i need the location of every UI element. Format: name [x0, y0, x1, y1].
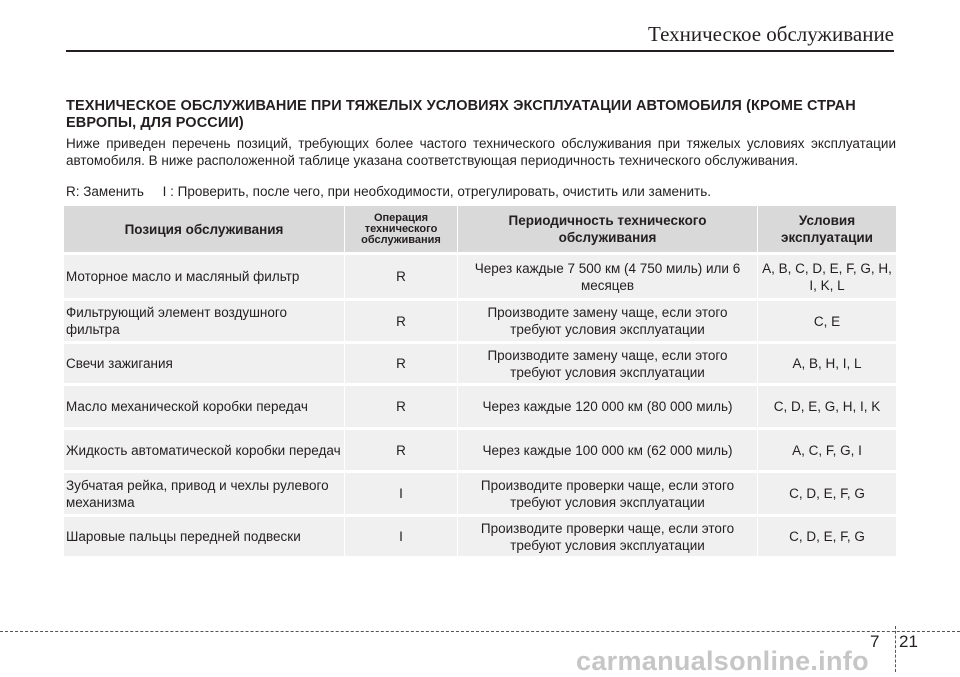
row-operation: R — [345, 430, 458, 473]
row-item: Шаровые пальцы передней подвески — [64, 517, 345, 559]
page-number: 21 — [899, 632, 918, 651]
header-interval: Периодичность технического обслуживания — [458, 206, 758, 255]
row-conditions: C, E — [758, 301, 896, 344]
row-operation: R — [345, 301, 458, 344]
row-conditions: A, B, C, D, E, F, G, H, I, K, L — [758, 255, 896, 301]
table-row — [64, 430, 896, 473]
table-row — [64, 301, 896, 344]
row-item: Зубчатая рейка, привод и чехлы рулевого механизма — [64, 473, 345, 517]
row-operation: I — [345, 473, 458, 517]
row-conditions: A, B, H, I, L — [758, 344, 896, 386]
intro-paragraph: Ниже приведен перечень позиций, требующих более частого технического обслуживания при тяжелых условиях эксплуатации автомобиля. В ниже расположенной таблице указана соответствующая периодичность технического обслуживания. — [66, 136, 896, 168]
table-row — [64, 255, 896, 301]
row-interval: Через каждые 100 000 км (62 000 миль) — [458, 430, 758, 473]
row-conditions: A, C, F, G, I — [758, 430, 896, 473]
footer-divider — [0, 631, 960, 632]
row-operation: R — [345, 255, 458, 301]
row-interval: Через каждые 120 000 км (80 000 миль) — [458, 386, 758, 430]
row-interval: Производите замену чаще, если этого требуют условия эксплуатации — [458, 344, 758, 386]
row-interval: Производите проверки чаще, если этого требуют условия эксплуатации — [458, 473, 758, 517]
header-item: Позиция обслуживания — [64, 206, 345, 255]
row-item: Моторное масло и масляный фильтр — [64, 255, 345, 301]
chapter-number: 7 — [870, 632, 880, 651]
watermark-text: carmanualsonline.info — [576, 646, 869, 676]
header-divider — [66, 50, 894, 52]
row-operation: R — [345, 344, 458, 386]
page-number-divider — [895, 626, 896, 672]
table-row — [64, 344, 896, 386]
page-header-title: Техническое обслуживание — [648, 22, 894, 46]
row-item: Фильтрующий элемент воздушного фильтра — [64, 301, 345, 344]
row-item: Свечи зажигания — [64, 344, 345, 386]
row-item: Масло механической коробки передач — [64, 386, 345, 430]
table-row — [64, 473, 896, 517]
row-conditions: C, D, E, F, G — [758, 517, 896, 559]
section-title: ТЕХНИЧЕСКОЕ ОБСЛУЖИВАНИЕ ПРИ ТЯЖЕЛЫХ УСЛОВИЯХ ЭКСПЛУАТАЦИИ АВТОМОБИЛЯ (КРОМЕ СТРАН ЕВРОПЫ, ДЛЯ РОССИИ) — [66, 98, 856, 131]
header-operation: Операция технического обслуживания — [345, 206, 458, 255]
header-conditions: Условия эксплуатации — [758, 206, 896, 255]
row-interval: Через каждые 7 500 км (4 750 миль) или 6 месяцев — [458, 255, 758, 301]
row-conditions: C, D, E, G, H, I, K — [758, 386, 896, 430]
table-row — [64, 386, 896, 430]
row-conditions: C, D, E, F, G — [758, 473, 896, 517]
table-row — [64, 517, 896, 559]
legend-line: R: Заменить I : Проверить, после чего, при необходимости, отрегулировать, очистить или заменить. — [66, 184, 711, 199]
row-interval: Производите замену чаще, если этого требуют условия эксплуатации — [458, 301, 758, 344]
row-operation: R — [345, 386, 458, 430]
maintenance-table — [64, 206, 896, 559]
row-operation: I — [345, 517, 458, 559]
row-interval: Производите проверки чаще, если этого требуют условия эксплуатации — [458, 517, 758, 559]
row-item: Жидкость автоматической коробки передач — [64, 430, 345, 473]
table-header-row — [64, 206, 896, 255]
